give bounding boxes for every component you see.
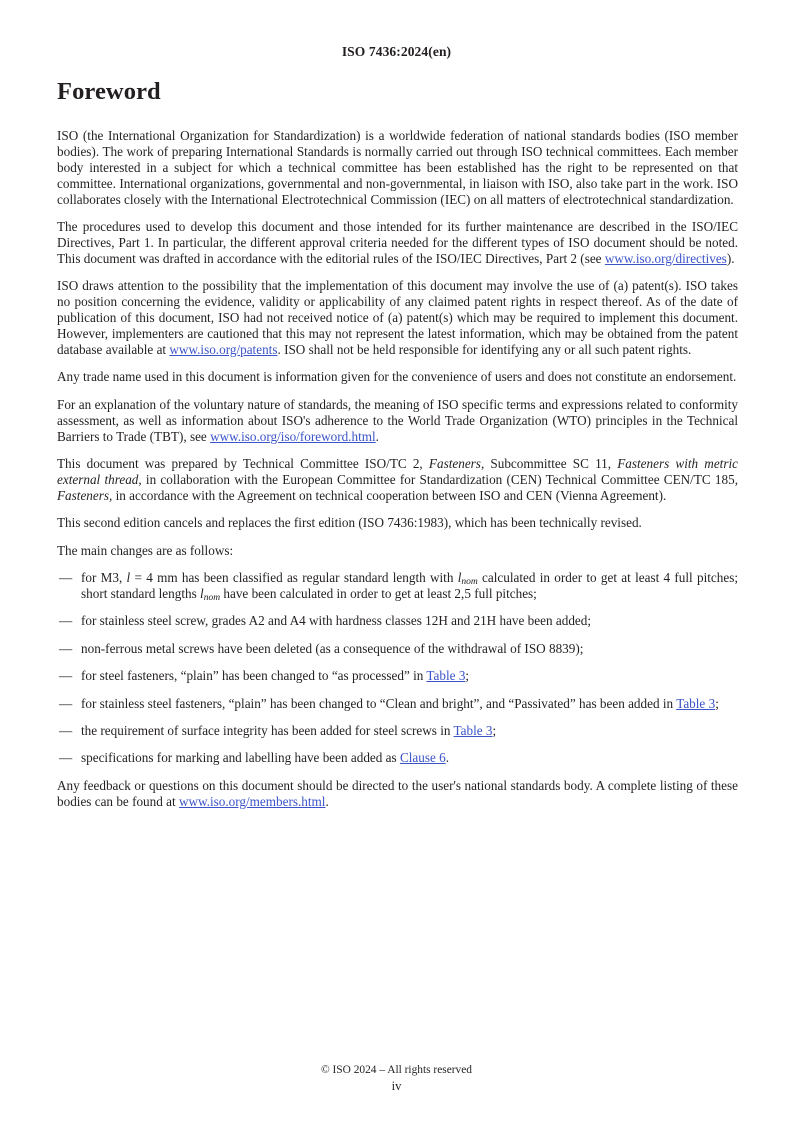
paragraph-main-changes-lead: The main changes are as follows: (57, 542, 234, 558)
marking-text-after: . (445, 750, 450, 766)
paragraph-voluntary-nature (57, 397, 738, 445)
paragraph-iso-intro: ISO (the International Organization for Standardization) is a worldwide federation of national standards bodies (ISO member bodies). The work of preparing International Standards is normally carried out through ISO technical committees. Each member body interested in a subject for which a technical committee has been established has the right to be represented on that committee. International organizations, governmental and non-governmental, in liaison with ISO, also take part in the work. ISO collaborates closely with the International Electrotechnical Commission (IEC) on all matters of electrotechnical standardization. (57, 128, 738, 207)
paragraph-patents (57, 278, 738, 358)
list-item-change-marking-labelling (57, 750, 738, 766)
symbol-l-nom-2 (200, 586, 221, 604)
paragraph-patents-text-before: ISO draws attention to the possibility that the implementation of this document may involve the use of (a) patent(s). ISO takes no position concerning the evidence, validity or applicability of any claimed patent rights in respect thereof. As of the date of publication of this document, ISO had not received notice of (a) patent(s) which may be required to implement this document. However, implementers are cautioned that this may not represent the latest information, which may be obtained from the patent database available at (57, 278, 738, 358)
symbol-l-2: l (457, 570, 462, 586)
running-head: ISO 7436:2024(en) (341, 44, 452, 59)
link-iso-patents[interactable]: www.iso.org/patents (169, 342, 278, 358)
link-table-3-steel[interactable]: Table 3 (426, 668, 466, 684)
page-title: Foreword (57, 78, 161, 105)
committee-text-2: , Subcommittee SC 11, (480, 456, 618, 472)
document-content (57, 78, 738, 810)
committee-text-3: , in collaboration with the European Committee for Standardization (CEN) Technical Committee CEN/TC 185, (138, 471, 738, 487)
em-dash-marker: — (59, 723, 73, 739)
page-number: iv (391, 1079, 402, 1093)
link-clause-6[interactable]: Clause 6 (399, 750, 446, 766)
marking-text-before: specifications for marking and labelling have been added as (81, 750, 400, 766)
paragraph-feedback (57, 778, 738, 810)
link-table-3-surface[interactable]: Table 3 (453, 723, 493, 739)
em-dash-marker: — (59, 750, 73, 766)
list-item-change-surface-integrity (57, 723, 738, 739)
em-dash-marker: — (59, 570, 73, 586)
subscript-nom-1: nom (461, 577, 478, 588)
paragraph-patents-text-after: . ISO shall not be held responsible for identifying any or all such patent rights. (277, 342, 692, 358)
clean-bright-text-after: ; (715, 695, 719, 711)
list-item-change-stainless-grades (57, 613, 738, 629)
em-dash-marker: — (59, 695, 73, 711)
em-dash-marker: — (59, 668, 73, 684)
em-dash-marker: — (59, 613, 73, 629)
paragraph-procedures-text-after: ). (726, 251, 735, 267)
clean-bright-text-before: for stainless steel fasteners, “plain” has been changed to “Clean and bright”, and “Passivated” has been added in (81, 695, 677, 711)
committee-title-fasteners-metric: Fasteners with metric external thread (57, 456, 738, 487)
link-iso-directives[interactable]: www.iso.org/directives (604, 251, 727, 267)
symbol-l-1: l (126, 570, 131, 586)
paragraph-voluntary-text-before: For an explanation of the voluntary nature of standards, the meaning of ISO specific terms and expressions related to conformity assessment, as well as information about ISO's adherence to the World Trade Organization (WTO) principles in the Technical Barriers to Trade (TBT), see (57, 396, 738, 444)
copyright-notice: © ISO 2024 – All rights reserved (320, 1064, 473, 1076)
paragraph-second-edition: This second edition cancels and replaces the first edition (ISO 7436:1983), which has been technically revised. (57, 515, 642, 531)
page-footer (0, 1064, 793, 1094)
committee-text-1: This document was prepared by Technical Committee ISO/TC 2, (57, 456, 429, 472)
feedback-text-after: . (325, 793, 329, 809)
committee-title-fasteners-1: Fasteners (428, 456, 481, 472)
committee-title-fasteners-2: Fasteners, (57, 487, 113, 503)
paragraph-procedures-text-before: The procedures used to develop this document and those intended for its further maintenance are described in the ISO/IEC Directives, Part 1. In particular, the different approval criteria needed for the different types of ISO document should be noted. This document was drafted in accordance with the editorial rules of the ISO/IEC Directives, Part 2 (see (57, 219, 738, 267)
non-ferrous-text: non-ferrous metal screws have been deleted (as a consequence of the withdrawal of ISO 8839); (81, 640, 584, 656)
link-iso-foreword[interactable]: www.iso.org/iso/foreword.html (210, 428, 376, 444)
list-item-change-steel-as-processed (57, 668, 738, 684)
m3-text-2: = 4 mm has been classified as regular standard length with (130, 570, 458, 586)
surface-integrity-text-after: ; (492, 723, 497, 739)
paragraph-voluntary-text-after: . (375, 428, 379, 444)
changes-list (57, 570, 738, 766)
list-item-change-m3-length (57, 570, 738, 602)
feedback-text-before: Any feedback or questions on this document should be directed to the user's national standards body. A complete listing of these bodies can be found at (57, 777, 738, 809)
paragraph-trade-name: Any trade name used in this document is information given for the convenience of users and does not constitute an endorsement. (57, 369, 737, 385)
symbol-l-3: l (200, 586, 204, 602)
paragraph-procedures (57, 219, 738, 267)
m3-text-1: for M3, (81, 570, 127, 586)
m3-text-4: have been calculated in order to get at least 2,5 full pitches; (220, 586, 537, 602)
paragraph-committee (57, 456, 738, 504)
steel-as-processed-text-after: ; (465, 668, 470, 684)
list-item-change-non-ferrous-deleted (57, 641, 738, 657)
link-iso-members[interactable]: www.iso.org/members.html (178, 793, 326, 809)
list-item-change-stainless-clean-bright (57, 696, 738, 712)
subscript-nom-2: nom (203, 593, 221, 604)
link-table-3-stainless[interactable]: Table 3 (676, 695, 716, 711)
symbol-l-nom-1 (457, 570, 478, 588)
committee-text-4: in accordance with the Agreement on technical cooperation between ISO and CEN (Vienna Agreement). (112, 487, 667, 503)
surface-integrity-text-before: the requirement of surface integrity has been added for steel screws in (81, 723, 454, 739)
steel-as-processed-text-before: for steel fasteners, “plain” has been changed to “as processed” in (81, 668, 427, 684)
m3-text-3: calculated in order to get at least 4 full pitches; short standard lengths (81, 570, 738, 602)
em-dash-marker: — (59, 640, 73, 656)
stainless-grades-text: for stainless steel screw, grades A2 and A4 with hardness classes 12H and 21H have been added; (81, 613, 592, 629)
